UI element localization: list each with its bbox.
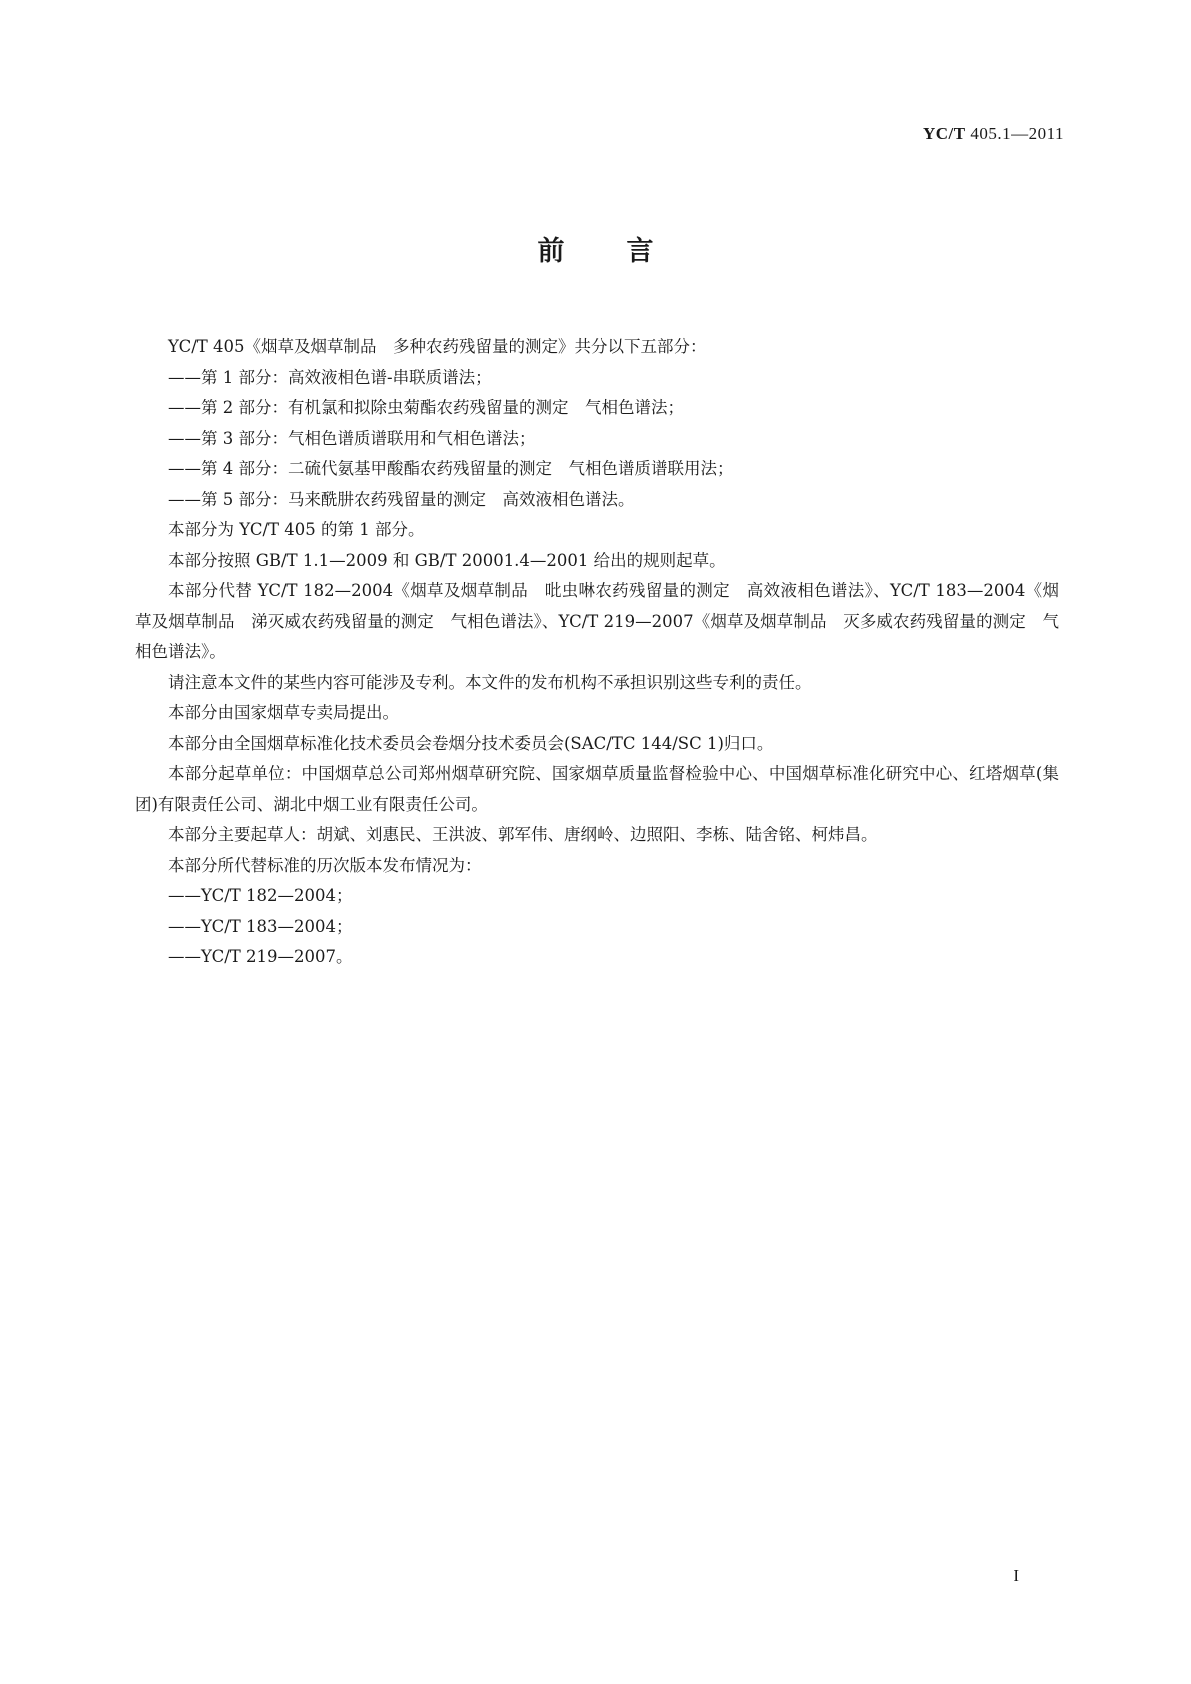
- paragraph-intro: YC/T 405《烟草及烟草制品 多种农药残留量的测定》共分以下五部分：: [168, 337, 707, 356]
- page-number: I: [1013, 1566, 1019, 1585]
- list-item-history-2: ——YC/T 183—2004；: [168, 916, 353, 936]
- paragraph-drafting-units: 本部分起草单位：中国烟草总公司郑州烟草研究院、国家烟草质量监督检验中心、中国烟草标准化研究中心、红塔烟草(集团)有限责任公司、湖北中烟工业有限责任公司。: [135, 764, 1059, 814]
- paragraph-under-jurisdiction: 本部分由全国烟草标准化技术委员会卷烟分技术委员会(SAC/TC 144/SC 1)归口。: [168, 733, 774, 753]
- standard-code-header: [923, 124, 1064, 144]
- list-item-part-2: ——第 2 部分：有机氯和拟除虫菊酯农药残留量的测定 气相色谱法；: [168, 398, 684, 417]
- list-item-part-1: ——第 1 部分：高效液相色谱-串联质谱法；: [168, 367, 492, 387]
- paragraph-proposed-by: 本部分由国家烟草专卖局提出。: [168, 703, 399, 722]
- list-item-part-5: ——第 5 部分：马来酰肼农药残留量的测定 高效液相色谱法。: [168, 489, 635, 509]
- paragraph-part-statement: 本部分为 YC/T 405 的第 1 部分。: [168, 520, 425, 539]
- list-item-history-3: ——YC/T 219—2007。: [168, 947, 353, 966]
- standard-code-prefix: YC/T: [923, 124, 966, 143]
- paragraph-history-intro: 本部分所代替标准的历次版本发布情况为：: [168, 855, 482, 875]
- paragraph-replaces: 本部分代替 YC/T 182—2004《烟草及烟草制品 吡虫啉农药残留量的测定 高效液相色谱法》、YC/T 183—2004《烟草及烟草制品 涕灭威农药残留量的测定 气相色谱法》、YC/T 219—2007《烟草及烟草制品 灭多威农药残留量的测定 气相色谱法》。: [135, 581, 1059, 661]
- list-item-part-3: ——第 3 部分：气相色谱质谱联用和气相色谱法；: [168, 428, 536, 448]
- paragraph-drafting-rules: 本部分按照 GB/T 1.1—2009 和 GB/T 20001.4—2001 给出的规则起草。: [168, 550, 726, 570]
- list-item-part-4: ——第 4 部分：二硫代氨基甲酸酯农药残留量的测定 气相色谱质谱联用法；: [168, 459, 734, 478]
- paragraph-drafters: 本部分主要起草人：胡斌、刘惠民、王洪波、郭军伟、唐纲岭、边照阳、李栋、陆舍铭、柯炜昌。: [168, 825, 878, 844]
- paragraph-patent-notice: 请注意本文件的某些内容可能涉及专利。本文件的发布机构不承担识别这些专利的责任。: [168, 672, 812, 692]
- list-item-history-1: ——YC/T 182—2004；: [168, 886, 353, 905]
- page-title: 前言: [537, 236, 716, 267]
- document-body: [135, 332, 1059, 973]
- standard-code-suffix: 405.1—2011: [965, 124, 1064, 143]
